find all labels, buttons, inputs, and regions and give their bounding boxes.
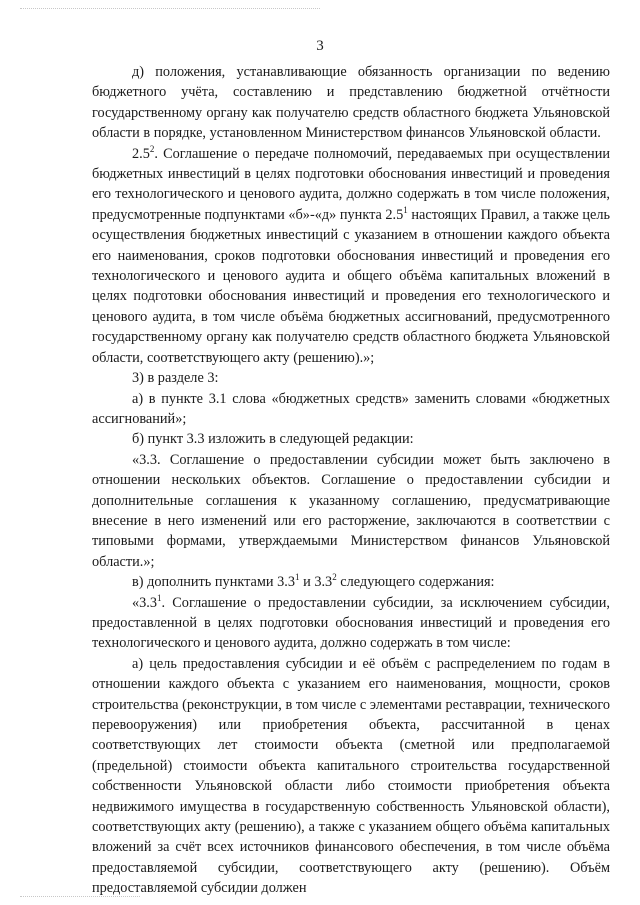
document-body <box>92 62 610 899</box>
scan-artifact-bottom <box>20 896 140 899</box>
page-number: 3 <box>316 38 324 54</box>
paragraph-d-provisions: д) положения, устанавливающие обязанность организации по ведению бюджетного учёта, составлению и представлению бюджетной отчётности государственному органу как получателю средств областного бюджета Ульяновской области в порядке, установленном Министерством финансов Ульяновской области. <box>92 64 610 142</box>
paragraph-3-3-1: «$3.3^1$. Соглашение о предоставлении субсидии, за исключением субсидии, предоставленной в целях подготовки обоснования инвестиций и проведения его технологического и ценового аудита, должно содержать в том числе: <box>92 592 610 652</box>
paragraph-v-add-points: в) дополнить пунктами $3.3^1$ и $3.3^2$ следующего содержания: <box>132 572 495 591</box>
paragraph-a-3-1: а) в пункте 3.1 слова «бюджетных средств» заменить словами «бюджетных ассигнований»; <box>92 390 610 427</box>
scan-artifact-top <box>20 8 320 11</box>
paragraph-3-3-text: «3.3. Соглашение о предоставлении субсидии может быть заключено в отношении нескольких объектов. Соглашение о предоставлении субсидии и дополнительные соглашения к указанному соглашению, предусматривающие внесение в него изменений или его расторжение, заключаются в соответствии с типовыми формами, утверждаемыми Министерством финансов Ульяновской области.»; <box>92 451 610 570</box>
paragraph-2-5-2: $2.5^2$. Соглашение о передаче полномочий, передаваемых при осуществлении бюджетных инвестиций в целях подготовки обоснования инвестиций и проведения его технологического и ценового аудита, должно содержать в том числе положения, предусмотренные подпунктами «б»-«д» пункта $2.5^1$ настоящих Правил, а также цель осуществления бюджетных инвестиций с указанием в отношении каждого объекта его наименования, сроков подготовки обоснования инвестиций и проведения его технологического и ценового аудита и общего объёма капитальных вложений в целях подготовки обоснования инвестиций и проведения его технологического и ценового аудита, в том числе объёма бюджетных ассигнований, предусмотренного государственному органу как получателю средств областного бюджета Ульяновской области, соответствующего акту (решению).»; <box>92 143 611 366</box>
paragraph-section-3: 3) в разделе 3: <box>132 370 219 387</box>
paragraph-b-3-3: б) пункт 3.3 изложить в следующей редакции: <box>132 431 414 448</box>
paragraph-a-subsidy-goal: а) цель предоставления субсидии и её объём с распределением по годам в отношении каждого объекта с указанием его наименования, мощности, сроков строительства (реконструкции, в том числе с элементами реставрации, технического перевооружения) или приобретения объекта, рассчитанной в ценах соответствующих лет стоимости объекта (сметной или предполагаемой (предельной) стоимости объекта капитального строительства государственной собственности Ульяновской области либо стоимости приобретения объекта недвижимого имущества в государственную собственность Ульяновской области), соответствующих акту (решению), а также с указанием общего объёма капитальных вложений за счёт всех источников финансового обеспечения, в том числе объёма предоставляемой субсидии, соответствующего акту (решению). Объём предоставляемой субсидии должен <box>92 655 610 897</box>
